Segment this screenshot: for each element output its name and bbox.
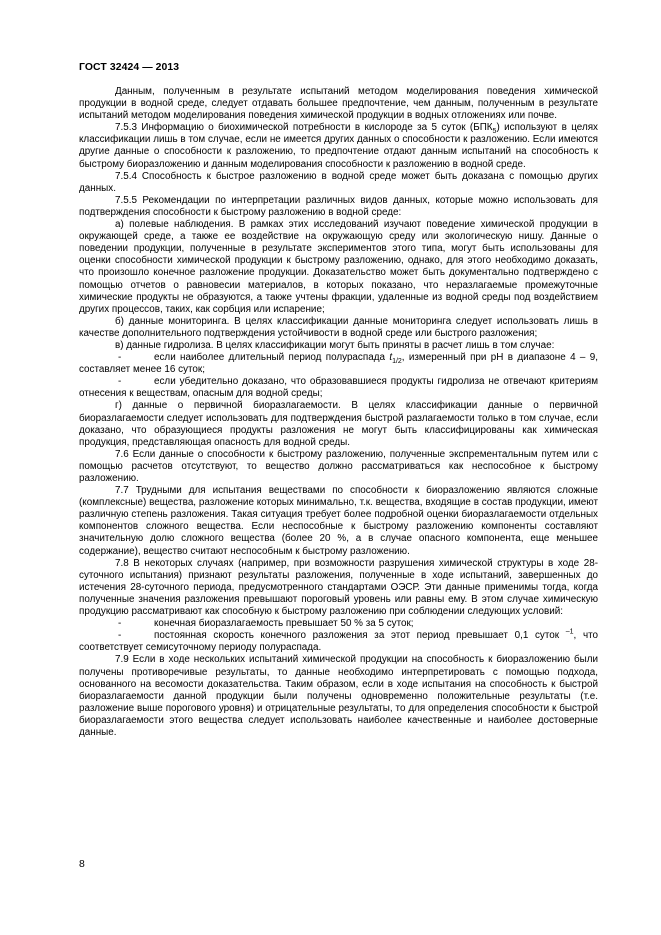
text-fragment: 7.5.3 Информацию о биохимической потребности в кислороде за 5 суток (БПК <box>115 122 493 134</box>
text-fragment: если наиболее длительный период полураспада <box>154 352 390 364</box>
subscript: 5 <box>492 128 497 136</box>
paragraph-7-5-3 <box>79 122 598 170</box>
paragraph-7-6: 7.6 Если данные о способности к быстрому разложению, полученные экспрементальным путем или с помощью расчетов отсутствуют, то вещество должно рассматриваться как неспособное к быстрому разложению. <box>79 448 598 484</box>
dash-item <box>79 618 598 630</box>
document-body <box>79 86 598 739</box>
text-fragment: ) используют в целях классификации лишь в том случае, если не имеется других данных о способности к разложению. Если имеются другие данные о способности к разложению, то предпочтение отдают данным испытаний на способность к быстрому биоразложению и данным моделирования способности к разложению в водной среде. <box>79 122 598 170</box>
list-item-g: г) данные о первичной биоразлагаемости. В целях классификации данные о первичной биоразлагаемости следует использовать для подтверждения быстрой разлагаемости только в том случае, если доказано, что образующиеся продукты разложения не могут быть классифицированы как химическая продукция, представляющая опасность для водной среды. <box>79 400 598 448</box>
dash-marker: - <box>118 376 122 388</box>
dash-item <box>79 352 598 376</box>
text-fragment: если убедительно доказано, что образовавшиеся продукты гидролиза не отвечают критериям отнесения к веществам, опасным для водной среды; <box>79 376 598 400</box>
list-item-a: а) полевые наблюдения. В рамках этих исследований изучают поведение химической продукции в окружающей среде, а также ее воздействие на окружающую среду или экологическую нишу. Данные о поведении продукции, полученные в результате экспериментов этого типа, могут быть использованы для оценки способности химической продукции к быстрому разложению, однако, для этого необходимо доказать, что произошло конечное разложение продукции. Доказательство может быть документально подтверждено с помощью отчетов о равновесии материалов, в которых показано, что неразлагаемые промежуточные химические продукты не образуются, а также учтены фракции, удаленные из водной среды под воздействием других процессов, таких, как сорбция или испарение; <box>79 219 598 315</box>
dash-marker: - <box>118 618 122 630</box>
text-fragment: постоянная скорость конечного разложения за этот период превышает 0,1 суток <box>154 630 566 642</box>
subscript: 1/2 <box>392 358 402 366</box>
paragraph-7-7: 7.7 Трудными для испытания веществами по способности к биоразложению являются сложные (комплексные) вещества, разложение которых минимально, т.к. вещества, входящие в состав продукции, имеют различную степень разложения. Такая ситуация требует более подробной оценки биоразлагаемости отдельных компонентов сложного вещества. Если неспособные к быстрому разложению компоненты составляют значительную долю сложного вещества (более 20 %, а в случае опасного компонента, еще меньшее содержание), вещество считают неспособным к быстрому разложению. <box>79 485 598 557</box>
dash-marker: - <box>118 630 122 642</box>
text-fragment: , что соответствует семисуточному периоду полураспада. <box>79 630 598 654</box>
paragraph: Данным, полученным в результате испытаний методом моделирования поведения химической продукции в водной среде, следует отдавать большее предпочтение, чем данным, полученным в результате испытаний методом моделирования поведения химической продукции в водных отложениях или почве. <box>79 86 598 122</box>
page-number: 8 <box>79 859 85 870</box>
paragraph-7-5-5: 7.5.5 Рекомендации по интерпретации различных видов данных, которые можно использовать для подтверждения способности к быстрому разложению в водной среде: <box>79 194 598 218</box>
paragraph-7-5-4: 7.5.4 Способность к быстрое разложению в водной среде может быть доказана с помощью других данных. <box>79 170 598 194</box>
superscript: –1 <box>565 628 574 636</box>
document-header: ГОСТ 32424 — 2013 <box>79 62 180 73</box>
dash-marker: - <box>118 352 122 364</box>
list-item-v: в) данные гидролиза. В целях классификации могут быть приняты в расчет лишь в том случае: <box>115 339 555 351</box>
symbol-t: t <box>389 352 393 364</box>
dash-item <box>79 376 598 400</box>
paragraph-7-9: 7.9 Если в ходе нескольких испытаний химической продукции на способность к биоразложению были получены противоречивые результаты, то данные необходимо интерпретировать с помощью подхода, основанного на весомости доказательства. Таким образом, если в ходе испытания на способность к быстрой биоразлагаемости данной продукции были получены одновременно положительные результаты (т.е. разложение выше порогового уровня) и отрицательные результаты, то для определения способности к быстрой биоразлагаемости этого вещества следует использовать наиболее качественные и наиболее достоверные данные. <box>79 654 598 738</box>
text-fragment: конечная биоразлагаемость превышает 50 % за 5 суток; <box>154 618 414 630</box>
dash-item <box>79 630 598 654</box>
text-fragment: , измеренный при рН в диапазоне 4 – 9, составляет менее 16 суток; <box>79 352 598 376</box>
list-item-b: б) данные мониторинга. В целях классификации данные мониторинга следует использовать лишь в качестве дополнительного подтверждения устойчивости в водной среде или быстрого разложения; <box>79 315 598 339</box>
paragraph-7-8: 7.8 В некоторых случаях (например, при возможности разрушения химической структуры в ходе 28-суточного испытания) признают результаты разложения, полученные в ходе испытаний, завершенных до истечения 28-суточного периода, предусмотренного стандартами ОЭСР. Эти данные применимы тогда, когда полученные значения разложения превышают пороговый уровень или равны ему. В этом случае химическую продукцию рассматривают как способную к быстрому разложению при соблюдении следующих условий: <box>79 557 598 618</box>
